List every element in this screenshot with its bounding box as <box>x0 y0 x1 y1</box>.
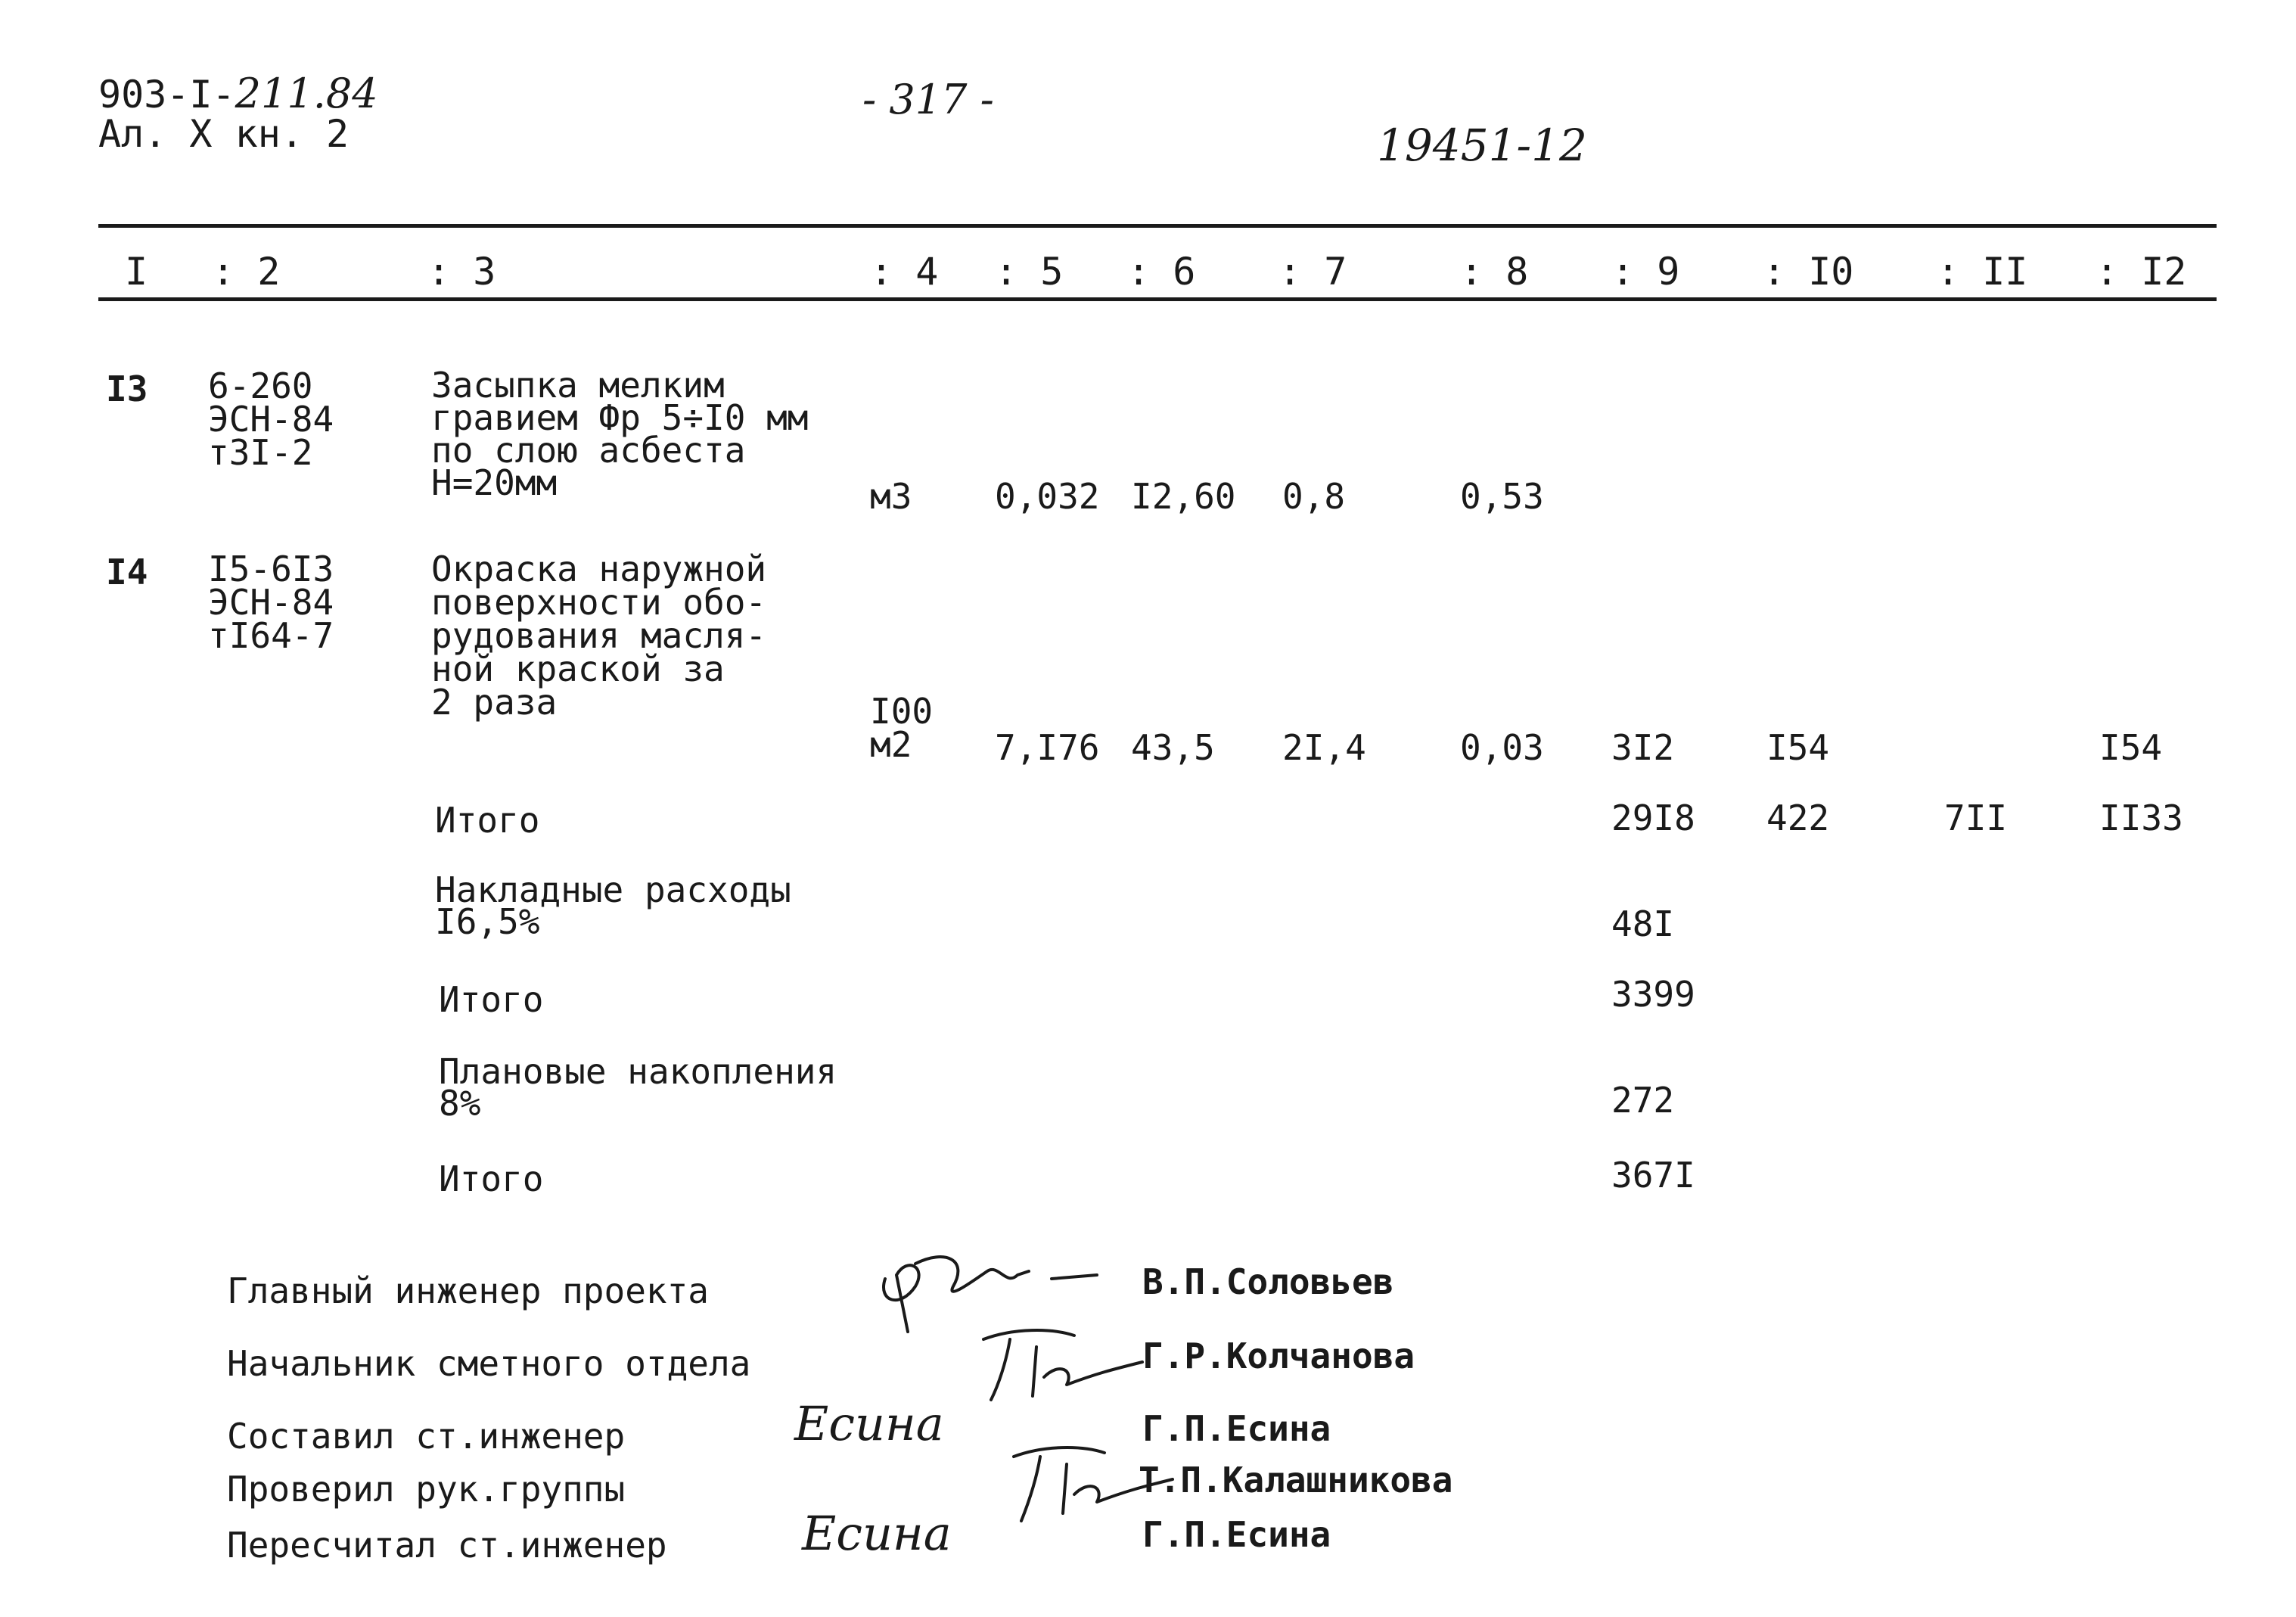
column-header-8: : 8 <box>1460 250 1529 294</box>
column-header-12: : I2 <box>2096 250 2187 294</box>
summary-col-9: 29I8 <box>1611 798 1695 838</box>
row-description: Окраска наружной поверхности обо- рудования масля- ной краской за 2 раза <box>431 549 767 723</box>
summary-label: Итого <box>439 979 544 1020</box>
column-header-9: : 9 <box>1611 250 1680 294</box>
doc-number: 19451-12 <box>1377 120 1587 171</box>
summary-col-9: 272 <box>1611 1080 1675 1121</box>
row-col-7: 2I,4 <box>1282 727 1366 768</box>
signature-role: Начальник сметного отдела <box>227 1343 751 1384</box>
signature-role: Составил ст.инженер <box>227 1416 626 1457</box>
row-col-6: 43,5 <box>1131 727 1215 768</box>
document-code <box>98 70 378 117</box>
row-col-12: I54 <box>2099 727 2163 768</box>
column-header-10: : I0 <box>1763 250 1854 294</box>
row-col-6: I2,60 <box>1131 476 1236 517</box>
row-col-8: 0,53 <box>1460 476 1544 517</box>
column-header-11: : II <box>1937 250 2028 294</box>
summary-col-9: 367I <box>1611 1155 1695 1196</box>
row-col-7: 0,8 <box>1282 476 1346 517</box>
header-bottom-rule <box>98 297 2217 301</box>
row-col-8: 0,03 <box>1460 727 1544 768</box>
header-top-rule <box>98 224 2217 228</box>
row-col-9: 3I2 <box>1611 727 1675 768</box>
row-col-5: 7,I76 <box>995 727 1100 768</box>
summary-col-10: 422 <box>1766 798 1830 838</box>
signature-role: Главный инженер проекта <box>227 1270 709 1311</box>
column-header-4: : 4 <box>870 250 939 294</box>
document-code-handwritten: 211.84 <box>235 70 378 117</box>
signature-name: В.П.Соловьев <box>1142 1261 1394 1302</box>
handwritten-signature: Есина <box>802 1506 952 1561</box>
signature-name: Т.П.Калашникова <box>1139 1460 1453 1500</box>
row-description: Засыпка мелким гравием Фр 5÷I0 мм по слою асбеста Н=20мм <box>431 365 809 503</box>
signature-role: Пересчитал ст.инженер <box>227 1525 667 1566</box>
document-code-prefix: 903-I- <box>98 73 235 117</box>
page-number: - 317 - <box>862 76 994 123</box>
signature-role: Проверил рук.группы <box>227 1469 626 1510</box>
row-col-10: I54 <box>1766 727 1830 768</box>
signature-name: Г.П.Есина <box>1142 1408 1331 1449</box>
row-col-5: 0,032 <box>995 476 1100 517</box>
row-code: 6-260 ЭСН-84 т3I-2 <box>208 365 334 473</box>
summary-col-11: 7II <box>1944 798 2008 838</box>
album-label: Ал. X кн. 2 <box>98 112 350 156</box>
column-header-7: : 7 <box>1278 250 1347 294</box>
column-header-1: I <box>125 250 148 294</box>
signature-scribble-group-leader <box>999 1438 1180 1528</box>
signature-scribble-head-of-department <box>968 1317 1150 1407</box>
handwritten-signature: Есина <box>794 1396 944 1451</box>
summary-label: Накладные расходы I6,5% <box>435 869 791 942</box>
summary-col-12: II33 <box>2099 798 2183 838</box>
row-code: I5-6I3 ЭСН-84 тI64-7 <box>208 549 334 656</box>
column-header-6: : 6 <box>1127 250 1196 294</box>
row-unit: м3 <box>870 476 912 517</box>
row-unit: I00 м2 <box>870 691 934 765</box>
column-header-5: : 5 <box>995 250 1064 294</box>
summary-label: Плановые накопления 8% <box>439 1051 837 1124</box>
signature-name: Г.Р.Колчанова <box>1142 1336 1415 1376</box>
column-header-3: : 3 <box>427 250 496 294</box>
row-number: I4 <box>106 552 148 592</box>
row-number: I3 <box>106 368 148 409</box>
summary-col-9: 48I <box>1611 903 1675 944</box>
summary-label: Итого <box>439 1158 544 1199</box>
signature-name: Г.П.Есина <box>1142 1514 1331 1555</box>
summary-label: Итого <box>435 800 540 841</box>
column-header-2: : 2 <box>212 250 281 294</box>
summary-col-9: 3399 <box>1611 974 1695 1015</box>
